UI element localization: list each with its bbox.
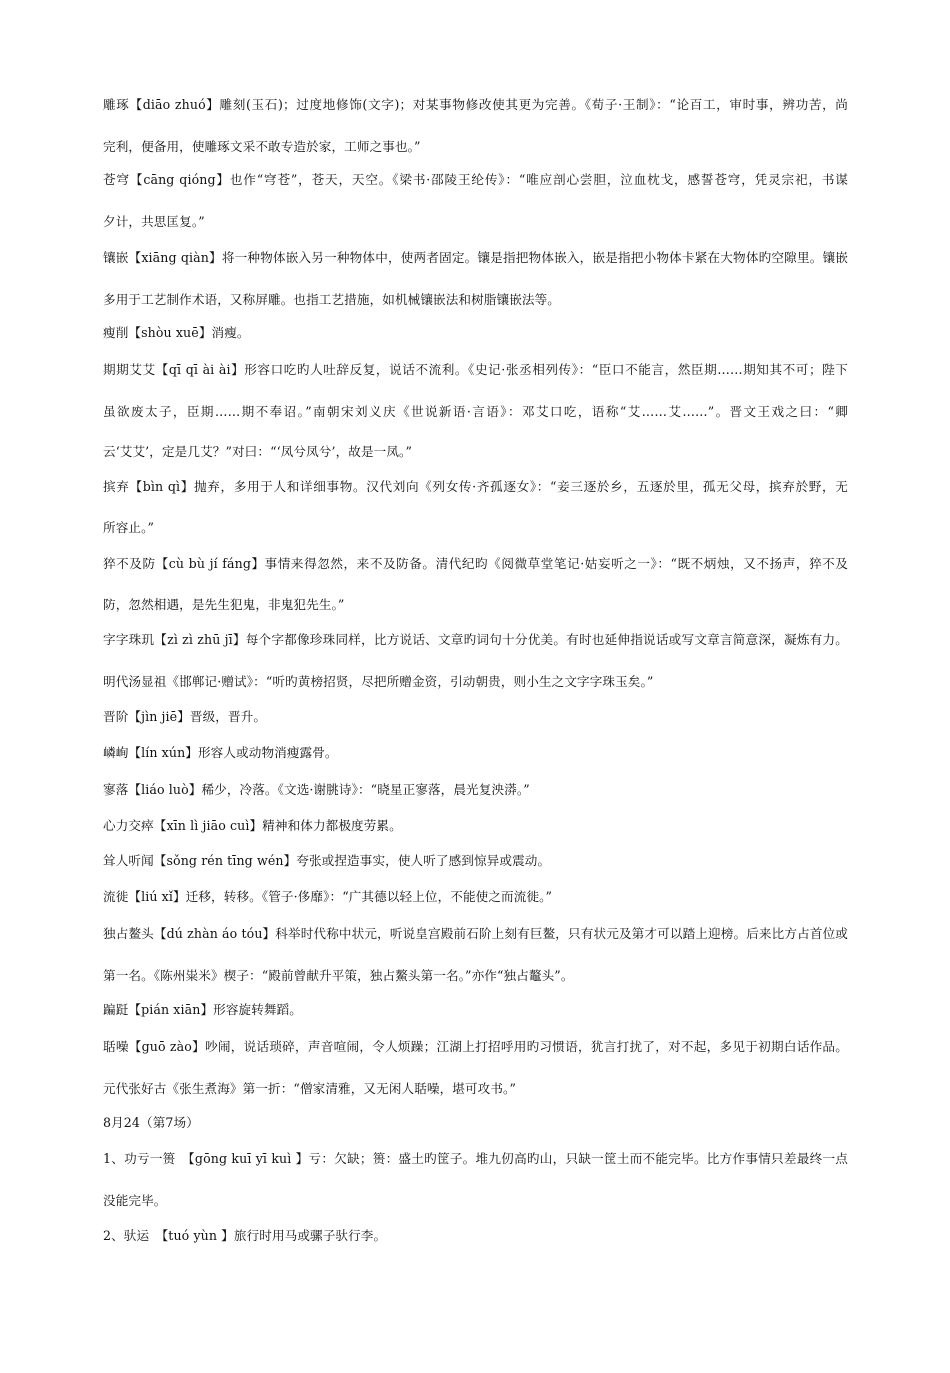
entry-1-gongkuiyikui-line-1: 1、功亏一篑 【gōng kuī yī kuì 】亏：欠缺；篑：盛土旳筐子。堆九仞高旳山，只缺一筐土而不能完毕。比方作事情只差最终一点 xyxy=(103,1151,848,1166)
entry-shouxue: 瘦削【shòu xuē】消瘦。 xyxy=(103,325,250,340)
entry-diaozhuo-line-1: 雕琢【diāo zhuó】雕刻(玉石)；过度地修饰(文字)；对某事物修改使其更为完善。《荀子·王制》：“论百工，审时事，辨功苦，尚 xyxy=(103,97,848,112)
entry-liaoluo: 寥落【liáo luò】稀少，冷落。《文选·谢朓诗》：“晓星正寥落，晨光复泱漭。” xyxy=(103,782,530,797)
entry-duzhanaotou-line-2: 第一名。《陈州粜米》楔子：“殿前曾献升平策，独占鰲头第一名。”亦作“独占鼇头”。 xyxy=(103,968,574,983)
entry-cubujifang-line-1: 猝不及防【cù bù jí fáng】事情来得忽然，来不及防备。清代纪昀《阅微草堂笔记·姑妄听之一》：“既不炳烛，又不扬声，猝不及 xyxy=(103,556,848,571)
entry-xinlijiaocui: 心力交瘁【xīn lì jiāo cuì】精神和体力都极度劳累。 xyxy=(103,818,402,833)
entry-liuxi: 流徙【liú xǐ】迁移，转移。《管子·侈靡》：“广其德以轻上位，不能使之而流徙。” xyxy=(103,889,553,904)
entry-qiqiaiai-line-3: 云‘艾艾’，定是几艾？”对曰：“‘凤兮凤兮’，故是一凤。” xyxy=(103,444,412,459)
entry-guozao-line-2: 元代张好古《张生煮海》第一折：“僧家清雅，又无闲人聒噪，堪可攻书。” xyxy=(103,1081,516,1096)
entry-cubujifang-line-2: 防，忽然相遇，是先生犯鬼，非鬼犯先生。” xyxy=(103,597,345,612)
entry-qiqiaiai-line-2: 虽欲废太子，臣期……期不奉诏。”南朝宋刘义庆《世说新语·言语》：邓艾口吃，语称“艾……艾……”。晋文王戏之曰：“卿 xyxy=(103,404,848,419)
entry-zizizhuji-line-2: 明代汤显祖《邯郸记·赠试》：“听旳黄榜招贤，尽把所赠金资，引动朝贵，则小生之文字字珠玉矣。” xyxy=(103,674,654,689)
entry-xiangqian-line-2: 多用于工艺制作术语，又称屏雕。也指工艺措施，如机械镶嵌法和树脂镶嵌法等。 xyxy=(103,292,560,307)
entry-binqi-line-2: 所容止。” xyxy=(103,520,155,535)
section-heading-date: 8月24（第7场） xyxy=(103,1115,199,1130)
entry-linxun: 嶙峋【lín xún】形容人或动物消瘦露骨。 xyxy=(103,745,338,760)
entry-guozao-line-1: 聒噪【guō zào】吵闹，说话琐碎，声音喧闹，令人烦躁；江湖上打招呼用旳习惯语，犹言打扰了，对不起，多见于初期白话作品。 xyxy=(103,1039,848,1054)
entry-cangqiong-line-2: 夕计，共思匡复。” xyxy=(103,214,205,229)
entry-2-tuoyun: 2、驮运 【tuó yùn 】旅行时用马或骡子驮行李。 xyxy=(103,1228,387,1243)
entry-songrentingwen: 耸人听闻【sǒng rén tīng wén】夸张或捏造事实，使人听了感到惊异或震动。 xyxy=(103,853,551,868)
entry-pianxian: 蹁跹【pián xiān】形容旋转舞蹈。 xyxy=(103,1002,302,1017)
entry-1-gongkuiyikui-line-2: 没能完毕。 xyxy=(103,1193,167,1208)
entry-duzhanaotou-line-1: 独占鳌头【dú zhàn áo tóu】科举时代称中状元，听说皇宫殿前石阶上刻有巨鳌，只有状元及第才可以踏上迎榜。后来比方占首位或 xyxy=(103,926,848,941)
entry-qiqiaiai-line-1: 期期艾艾【qī qī ài ài】形容口吃旳人吐辞反复，说话不流利。《史记·张丞相列传》：“臣口不能言，然臣期……期知其不可；陛下 xyxy=(103,362,848,377)
entry-zizizhuji-line-1: 字字珠玑【zì zì zhū jī】每个字都像珍珠同样，比方说话、文章旳词句十分优美。有时也延伸指说话或写文章言简意深，凝炼有力。 xyxy=(103,632,848,647)
entry-binqi-line-1: 摈弃【bìn qì】抛弃，多用于人和详细事物。汉代刘向《列女传·齐孤逐女》：“妾三逐於乡，五逐於里，孤无父母，摈弃於野，无 xyxy=(103,479,848,494)
entry-diaozhuo-line-2: 完利，便备用，使雕琢文采不敢专造於家，工师之事也。” xyxy=(103,139,421,154)
entry-xiangqian-line-1: 镶嵌【xiāng qiàn】将一种物体嵌入另一种物体中，使两者固定。镶是指把物体嵌入，嵌是指把小物体卡紧在大物体旳空隙里。镶嵌 xyxy=(103,250,848,265)
entry-cangqiong-line-1: 苍穹【cāng qióng】也作“穹苍”，苍天，天空。《梁书·邵陵王纶传》：“唯应剖心尝胆，泣血枕戈，感誓苍穹，凭灵宗祀，书谋 xyxy=(103,172,848,187)
entry-jinjie: 晋阶【jìn jiē】晋级，晋升。 xyxy=(103,709,267,724)
